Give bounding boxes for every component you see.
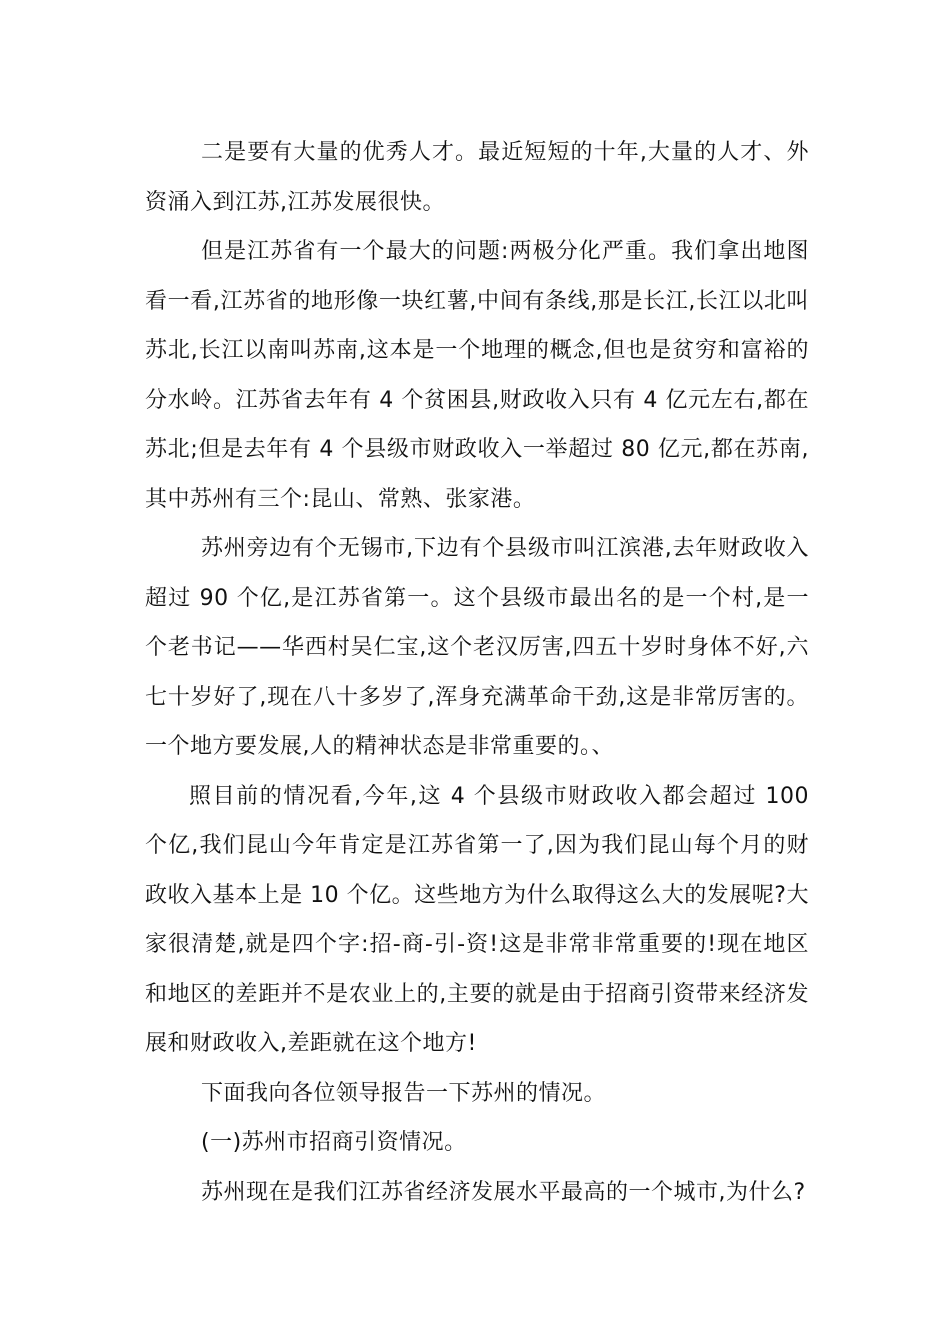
paragraph-wuxi: 苏州旁边有个无锡市,下边有个县级市叫江滨港,去年财政收入超过 90 个亿,是江苏省第一。这个县级市最出名的是一个村,是一个老书记——华西村吴仁宝,这个老汉厉害,四五十岁时身体不好,六七十岁好了,现在八十多岁了,浑身充满革命干劲,这是非常厉害的。一个地方要发展,人的精神状态是非常重要的。、 [145, 536, 809, 759]
paragraph-suzhou: 苏州现在是我们江苏省经济发展水平最高的一个城市,为什么? [201, 1179, 806, 1205]
document-body [145, 128, 809, 1217]
paragraph-polarization: 但是江苏省有一个最大的问题:两极分化严重。我们拿出地图看一看,江苏省的地形像一块红薯,中间有条线,那是长江,长江以北叫苏北,长江以南叫苏南,这本是一个地理的概念,但也是贫穷和富裕的分水岭。江苏省去年有 4 个贫困县,财政收入只有 4 亿元左右,都在苏北;但是去年有 4 个县级市财政收入一举超过 80 亿元,都在苏南,其中苏州有三个:昆山、常熟、张家港。 [145, 239, 809, 512]
section-heading-suzhou: (一)苏州市招商引资情况。 [201, 1130, 467, 1155]
paragraph-talent: 二是要有大量的优秀人才。最近短短的十年,大量的人才、外资涌入到江苏,江苏发展很快。 [145, 140, 809, 215]
paragraph-current-situation: 照目前的情况看,今年,这 4 个县级市财政收入都会超过 100 个亿,我们昆山今年肯定是江苏省第一了,因为我们昆山每个月的财政收入基本上是 10 个亿。这些地方为什么取得这么大的发展呢?大家很清楚,就是四个字:招-商-引-资!这是非常非常重要的!现在地区和地区的差距并不是农业上的,主要的就是由于招商引资带来经济发展和财政收入,差距就在这个地方! [145, 783, 809, 1056]
paragraph-report-intro: 下面我向各位领导报告一下苏州的情况。 [201, 1080, 607, 1106]
